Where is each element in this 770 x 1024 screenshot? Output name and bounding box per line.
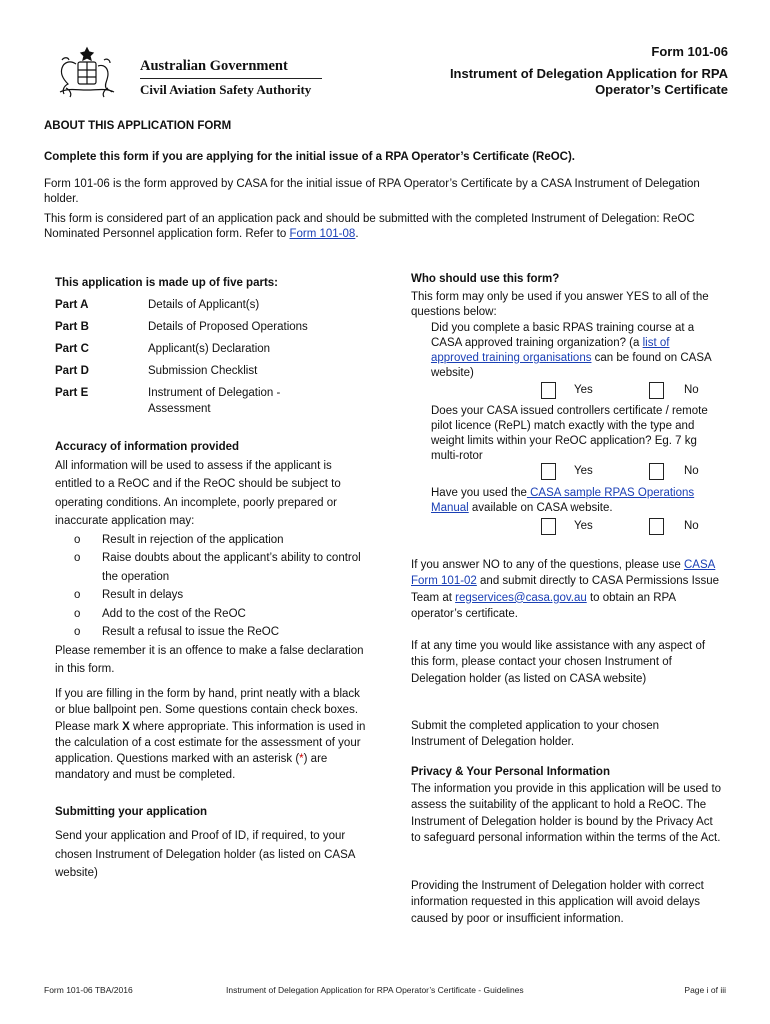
q1-no-checkbox[interactable]	[649, 382, 664, 399]
part-description: Applicant(s) Declaration	[148, 343, 271, 355]
bullet-text: Result in delays	[102, 589, 184, 601]
accuracy-heading: Accuracy of information provided	[55, 441, 240, 453]
footer-form-id: Form 101-06 TBA/2016	[44, 985, 133, 995]
list-item	[55, 605, 367, 624]
part-row	[55, 363, 375, 379]
question-operations-manual: Have you used the CASA sample RPAS Operations Manual available on CASA website.	[431, 487, 695, 514]
part-description: Details of Proposed Operations	[148, 321, 308, 333]
bullet-marker: o	[74, 607, 81, 620]
part-row	[55, 341, 375, 357]
q1-no-label: No	[684, 384, 699, 396]
part-key: Part D	[55, 365, 89, 377]
part-description: Submission Checklist	[148, 365, 258, 377]
q3-yes-checkbox[interactable]	[541, 518, 556, 535]
submitting-heading: Submitting your application	[55, 806, 208, 818]
part-key: Part C	[55, 343, 89, 355]
bullet-text: Result a refusal to issue the ReOC	[102, 626, 280, 638]
question-training-course: Did you complete a basic RPAS training course at a CASA approved training organization? (a list of approved training organisations can be found on CASA website)	[431, 322, 712, 379]
form-title: Instrument of Delegation Application for RPA Operator’s Certificate	[449, 66, 728, 97]
footer-title: Instrument of Delegation Application for RPA Operator’s Certificate - Guidelines	[226, 985, 524, 995]
form-number: Form 101-06	[651, 44, 728, 59]
accuracy-section	[55, 438, 367, 679]
q2-no-label: No	[684, 465, 699, 477]
parts-list	[55, 297, 375, 417]
list-item	[55, 531, 367, 550]
part-row	[55, 297, 375, 313]
part-description: Details of Applicant(s)	[148, 299, 260, 311]
who-text: This form may only be used if you answer YES to all of the questions below:	[411, 291, 709, 318]
part-row	[55, 319, 375, 335]
agency-logo	[52, 44, 332, 100]
q3-no-label: No	[684, 520, 699, 532]
consequence-list	[55, 531, 367, 642]
q3-no-checkbox[interactable]	[649, 518, 664, 535]
part-key: Part A	[55, 299, 89, 311]
list-item	[55, 586, 367, 605]
submit-completed-text: Submit the completed application to your chosen Instrument of Delegation holder.	[411, 720, 660, 749]
bullet-marker: o	[74, 533, 81, 546]
bullet-text: Add to the cost of the ReOC	[102, 607, 246, 620]
intro-paragraph-1: Form 101-06 is the form approved by CASA for the initial issue of RPA Operator’s Certificate by a CASA Instrument of Delegation holder.	[44, 178, 700, 205]
intro-paragraph-2: This form is considered part of an application pack and should be submitted with the completed Instrument of Delegation: ReOC Nominated Personnel application form. Refer to Form 101-08.	[44, 213, 695, 240]
list-item	[55, 549, 367, 586]
intro-lead: Complete this form if you are applying for the initial issue of a RPA Operator’s Certificate (ReOC).	[44, 151, 576, 163]
casa-form-101-02-link[interactable]: CASA Form 101-02	[411, 559, 716, 588]
section-heading: ABOUT THIS APPLICATION FORM	[44, 120, 232, 132]
bullet-text: Raise doubts about the applicant’s ability to control the operation	[102, 552, 361, 583]
providing-info-text: Providing the Instrument of Delegation holder with correct information requested in this application will avoid delays caused by poor or insufficient information.	[411, 880, 704, 925]
bullet-marker: o	[74, 589, 81, 601]
part-key: Part B	[55, 321, 89, 333]
list-item	[55, 623, 367, 642]
coat-of-arms-icon	[52, 44, 122, 100]
privacy-heading: Privacy & Your Personal Information	[411, 766, 610, 778]
logo-divider	[140, 78, 322, 79]
parts-heading: This application is made up of five parts:	[55, 277, 279, 289]
who-heading: Who should use this form?	[411, 273, 560, 285]
part-key: Part E	[55, 387, 89, 399]
hand-filling-instructions: If you are filling in the form by hand, print neatly with a black or blue ballpoint pen. Some questions contain check boxes. Please mark X where appropriate. This information is used in the calculation of a cost estimate for the assessment of your application. Questions marked with an asterisk (*) are mandatory and must be completed.	[55, 688, 366, 782]
form-101-08-link[interactable]: Form 101-08	[289, 228, 356, 240]
assistance-text: If at any time you would like assistance with any aspect of this form, please contact your chosen Instrument of Delegation holder (as listed on CASA website)	[411, 640, 706, 685]
question-controller-certificate: Does your CASA issued controllers certificate / remote pilot licence (RePL) match exactly with the type and weight limits within your ReOC application? Eg. 7 kg multi-rotor	[431, 405, 708, 462]
approved-training-orgs-link[interactable]: list of approved training organisations	[431, 337, 670, 364]
q2-yes-checkbox[interactable]	[541, 463, 556, 480]
q2-yes-label: Yes	[574, 465, 593, 477]
q2-no-checkbox[interactable]	[649, 463, 664, 480]
offence-notice: Please remember it is an offence to make a false declaration in this form.	[55, 644, 364, 675]
bullet-text: Result in rejection of the application	[102, 533, 284, 546]
submitting-text: Send your application and Proof of ID, if required, to your chosen Instrument of Delegation holder (as listed on CASA website)	[55, 830, 355, 879]
bullet-marker: o	[74, 626, 81, 638]
part-description: Instrument of Delegation - Assessment	[148, 387, 281, 415]
footer-page-number: Page i of iii	[684, 985, 726, 995]
q1-yes-label: Yes	[574, 384, 593, 396]
regservices-email-link[interactable]: regservices@casa.gov.au	[455, 591, 587, 604]
accuracy-text: All information will be used to assess if the applicant is entitled to a ReOC and if the ReOC should be subject to operating conditions. An incomplete, poorly prepared or inaccurate application may:	[55, 459, 341, 527]
agency-name: Civil Aviation Safety Authority	[140, 82, 312, 97]
government-name: Australian Government	[140, 58, 288, 74]
sample-ops-manual-link[interactable]: CASA sample RPAS Operations Manual	[431, 487, 695, 514]
q1-yes-checkbox[interactable]	[541, 382, 556, 399]
q3-yes-label: Yes	[574, 520, 593, 532]
part-row	[55, 385, 375, 417]
privacy-text: The information you provide in this application will be used to assess the suitability of the applicant to hold a ReOC. The Instrument of Delegation holder is bound by the Privacy Act to safeguard personal information within the terms of the Act.	[411, 783, 722, 844]
left-column	[55, 275, 375, 423]
bullet-marker: o	[74, 552, 81, 564]
no-answer-instructions: If you answer NO to any of the questions, please use CASA Form 101-02 and submit directly to CASA Permissions Issue Team at regservices@casa.gov.au to obtain an RPA operator’s certificate.	[411, 559, 720, 620]
